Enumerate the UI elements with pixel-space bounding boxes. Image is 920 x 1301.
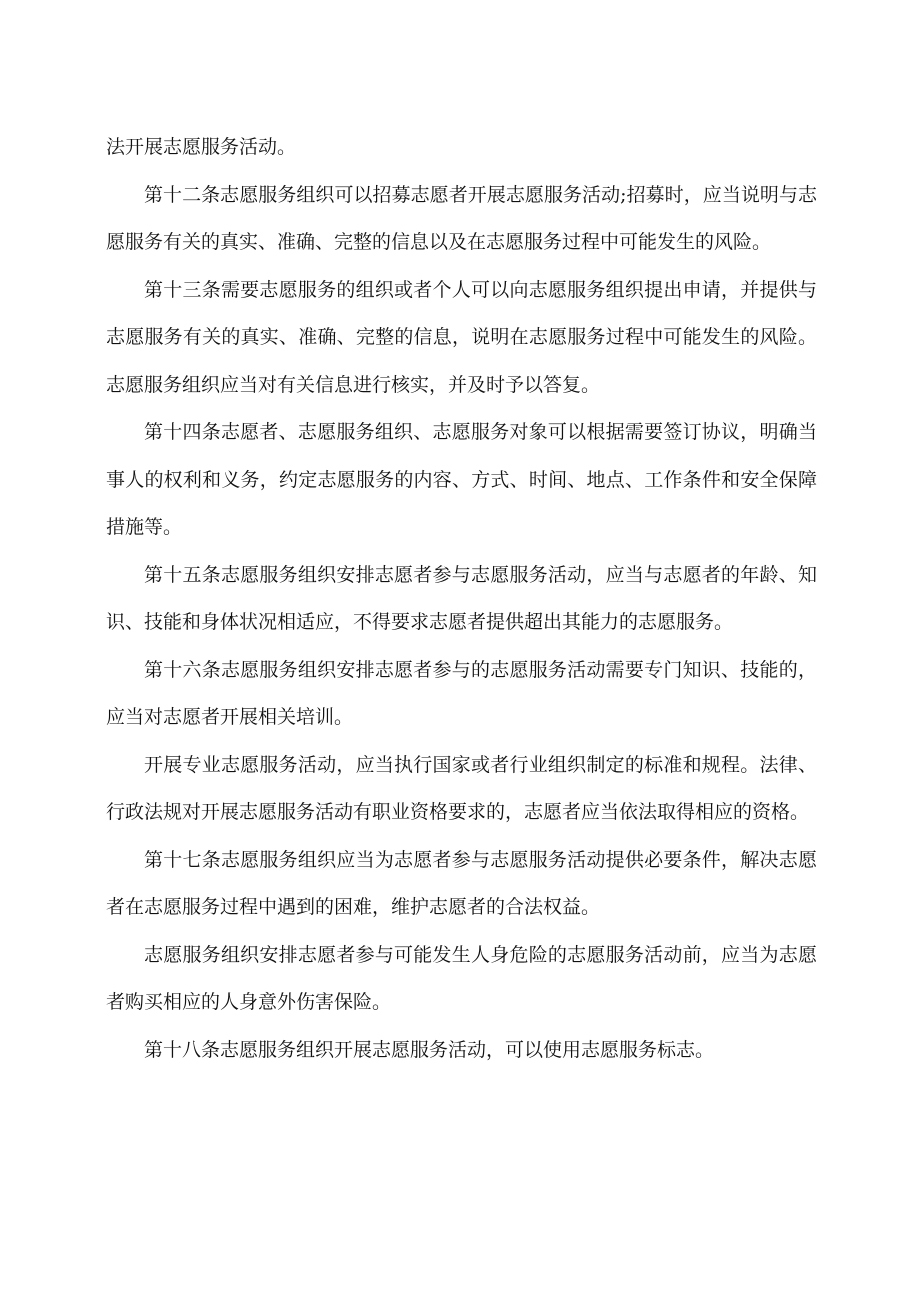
- paragraph-insurance: 志愿服务组织安排志愿者参与可能发生人身危险的志愿服务活动前，应当为志愿者购买相应的人身意外伤害保险。: [106, 943, 817, 1013]
- paragraph-article-14: 第十四条志愿者、志愿服务组织、志愿服务对象可以根据需要签订协议，明确当事人的权利和义务，约定志愿服务的内容、方式、时间、地点、工作条件和安全保障措施等。: [106, 421, 817, 538]
- paragraph-article-16: 第十六条志愿服务组织安排志愿者参与的志愿服务活动需要专门知识、技能的，应当对志愿者开展相关培训。: [106, 658, 817, 728]
- paragraph-professional-service: 开展专业志愿服务活动，应当执行国家或者行业组织制定的标准和规程。法律、行政法规对开展志愿服务活动有职业资格要求的，志愿者应当依法取得相应的资格。: [106, 753, 817, 823]
- paragraph-article-12: 第十二条志愿服务组织可以招募志愿者开展志愿服务活动;招募时，应当说明与志愿服务有关的真实、准确、完整的信息以及在志愿服务过程中可能发生的风险。: [106, 183, 817, 253]
- paragraph-continuation: 法开展志愿服务活动。: [106, 136, 297, 158]
- paragraph-article-17: 第十七条志愿服务组织应当为志愿者参与志愿服务活动提供必要条件，解决志愿者在志愿服务过程中遇到的困难，维护志愿者的合法权益。: [106, 848, 817, 918]
- paragraph-article-18: 第十八条志愿服务组织开展志愿服务活动，可以使用志愿服务标志。: [144, 1038, 715, 1061]
- paragraph-article-13: 第十三条需要志愿服务的组织或者个人可以向志愿服务组织提出申请，并提供与志愿服务有关的真实、准确、完整的信息，说明在志愿服务过程中可能发生的风险。志愿服务组织应当对有关信息进行核实，并及时予以答复。: [106, 278, 817, 396]
- document-page: [106, 124, 817, 1074]
- paragraph-article-15: 第十五条志愿服务组织安排志愿者参与志愿服务活动，应当与志愿者的年龄、知识、技能和身体状况相适应，不得要求志愿者提供超出其能力的志愿服务。: [106, 563, 817, 633]
